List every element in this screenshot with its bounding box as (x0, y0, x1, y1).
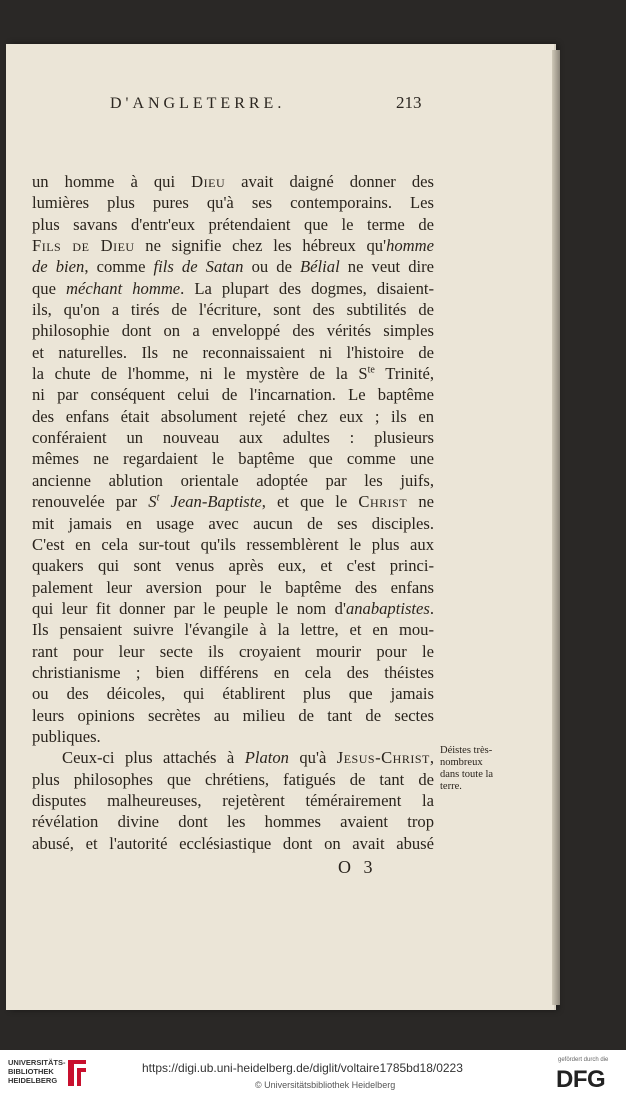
text-line: plus philosophes que chrétiens, fatigués de tant de (32, 769, 434, 789)
viewer-footer (0, 1050, 626, 1097)
text-line: qui leur fit donner par le peuple le nom d'anabaptistes. (32, 598, 434, 618)
text-line: la chute de l'homme, ni le mystère de la $S^{te}$ Trinité, (32, 364, 434, 384)
text-line: disputes malheureuses, rejetèrent témérairement la (32, 790, 434, 810)
text-line: révélation divine dont les hommes avaient trop (32, 812, 434, 832)
text-line: que méchant homme. La plupart des dogmes, disaient- (32, 278, 435, 298)
marginal-line: nombreux (440, 757, 483, 768)
text-line: publiques. (32, 726, 101, 746)
text-line: quakers qui sont venus après eux, et c'est princi- (32, 556, 434, 576)
smallcaps-dieu: Dieu (191, 172, 226, 191)
university-logo-icon (66, 1058, 88, 1088)
marginal-line: dans toute la (440, 769, 494, 780)
text-line: un homme à qui Dieu avait daigné donner des (32, 172, 434, 191)
text-line: ancienne ablution orientale adoptée par les juifs, (32, 470, 434, 490)
text-line: lumières plus pures qu'à ses contemporains. Les (32, 193, 434, 213)
marginal-line: Déistes très- (440, 745, 493, 756)
text-line: mêmes ne regardaient le baptême que comme une (32, 449, 434, 469)
body-text (32, 171, 434, 854)
text-line: C'est en cela sur-tout qu'ils ressemblèrent le plus aux (32, 534, 434, 554)
page-number: 213 (396, 93, 422, 112)
text-line: philosophie dont on a enveloppé des vérités simples (32, 321, 434, 341)
text-line: des enfans était absolument rejeté chez eux ; ils en (32, 406, 434, 426)
text-line: Fils de Dieu ne signifie chez les hébreux qu'homme (32, 236, 434, 256)
text-line: christianisme ; bien différens en cela des théistes (32, 662, 434, 682)
page-edge (552, 50, 560, 1005)
text-line: ou des déicoles, qui établirent plus que jamais (32, 684, 434, 704)
text-line: conféraient un nouveau aux adultes : plusieurs (32, 428, 434, 448)
marginal-line: terre. (440, 781, 462, 792)
text-line: mit jamais en usage avec aucun de ses disciples. (32, 513, 434, 533)
text-line: plus savans d'entr'eux prétendaient que le terme de (32, 214, 434, 234)
funder-caption: gefördert durch die (558, 1057, 609, 1063)
running-title: D'ANGLETERRE. (110, 95, 286, 112)
dfg-logo[interactable]: DFG (556, 1066, 606, 1093)
text-line: rant pour leur secte ils croyaient mourir pour le (32, 641, 434, 661)
text-line: ils, qu'on a tirés de l'écriture, sont des subtilités de (32, 300, 434, 320)
text-line: Ceux-ci plus attachés à Platon qu'à Jesus-Christ, (62, 748, 434, 768)
text-line: leurs opinions secrètes au milieu de tant de sectes (32, 705, 434, 725)
marginal-note (440, 745, 550, 793)
signature-mark: O 3 (338, 857, 377, 877)
text-line: et naturelles. Ils ne reconnaissaient ni l'histoire de (32, 342, 434, 362)
copyright-notice: © Universitätsbibliothek Heidelberg (255, 1080, 396, 1090)
text-line: de bien, comme fils de Satan ou de Bélial ne veut dire (32, 257, 435, 277)
text-line: Ils pensaient suivre l'évangile à la lettre, et en mou- (32, 620, 434, 640)
text-line: palement leur aversion pour le baptême des enfans (32, 577, 434, 597)
text-line: renouvelée par $S^t$ Jean-Baptiste, et que le Christ ne (32, 492, 434, 512)
permalink-url[interactable]: https://digi.ub.uni-heidelberg.de/diglit/voltaire1785bd18/0223 (142, 1061, 463, 1075)
text-line: abusé, et l'autorité ecclésiastique dont on avait abusé (32, 833, 434, 853)
institution-name[interactable]: UNIVERSITÄTS- BIBLIOTHEK HEIDELBERG (8, 1058, 66, 1085)
text-line: ni par conséquent celui de l'incarnation. Le baptême (32, 385, 434, 405)
